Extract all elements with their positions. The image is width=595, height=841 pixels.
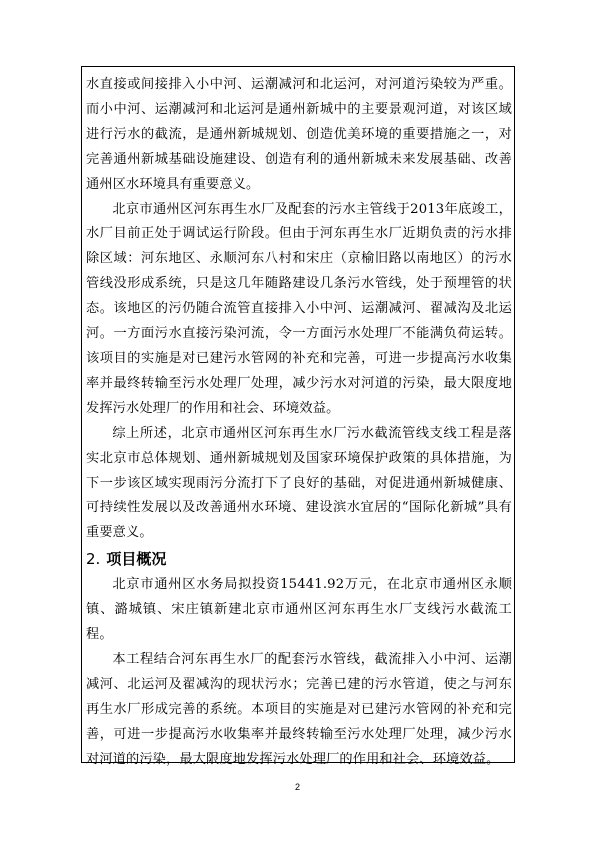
section-number: 2. xyxy=(86,550,101,569)
content-frame xyxy=(81,66,515,767)
paragraph-continuation: 水直接或间接排入小中河、运潮减河和北运河，对河道污染较为严重。而小中河、运潮减河和北运河是通州新城中的主要景观河道，对该区域进行污水的截流，是通州新城规划、创造优美环境的重要措施之一，对完善通州新城基础设施建设、创造有利的通州新城未来发展基础、改善通州区水环境具有重要意义。 xyxy=(86,77,512,192)
paragraph-summary: 综上所述，北京市通州区河东再生水厂污水截流管线支线工程是落实北京市总体规划、通州新城规划及国家环境保护政策的具体措施，为下一步该区域实现雨污分流打下了良好的基础，对促进通州新城健康、可持续性发展以及改善通州水环境、建设滨水宜居的“国际化新城”具有重要意义。 xyxy=(86,425,512,541)
paragraph-scope: 本工程结合河东再生水厂的配套污水管线，截流排入小中河、运潮减河、北运河及翟减沟的现状污水；完善已建的污水管道，使之与河东再生水厂形成完善的系统。本项目的实施是对已建污水管网的补充和完善，可进一步提高污水收集率并最终转输至污水处理厂处理，减少污水对河道的污染，最大限度地发挥污水处理厂的作用和社会、环境效益。 xyxy=(86,651,512,767)
section-title: 项目概况 xyxy=(106,550,167,569)
paragraph-investment: 北京市通州区水务局拟投资15441.92万元，在北京市通州区永顺镇、潞城镇、宋庄镇新建北京市通州区河东再生水厂支线污水截流工程。 xyxy=(86,577,512,643)
paragraph-background: 北京市通州区河东再生水厂及配套的污水主管线于2013年底竣工，水厂目前正处于调试运行阶段。但由于河东再生水厂近期负责的污水排除区域：河东地区、永顺河东八村和宋庄（京榆旧路以南地区）的污水管线没形成系统，只是这几年随路建设几条污水管线，处于预埋管的状态。该地区的污仍随合流管直接排入小中河、运潮减河、翟减沟及北运河。一方面污水直接污染河流，令一方面污水处理厂不能满负荷运转。该项目的实施是对已建污水管网的补充和完善，可进一步提高污水收集率并最终转输至污水处理厂处理，减少污水对河道的污染，最大限度地发挥污水处理厂的作用和社会、环境效益。 xyxy=(86,201,512,416)
section-heading xyxy=(86,546,512,573)
page-number: 2 xyxy=(294,782,300,792)
document-body xyxy=(86,73,512,772)
